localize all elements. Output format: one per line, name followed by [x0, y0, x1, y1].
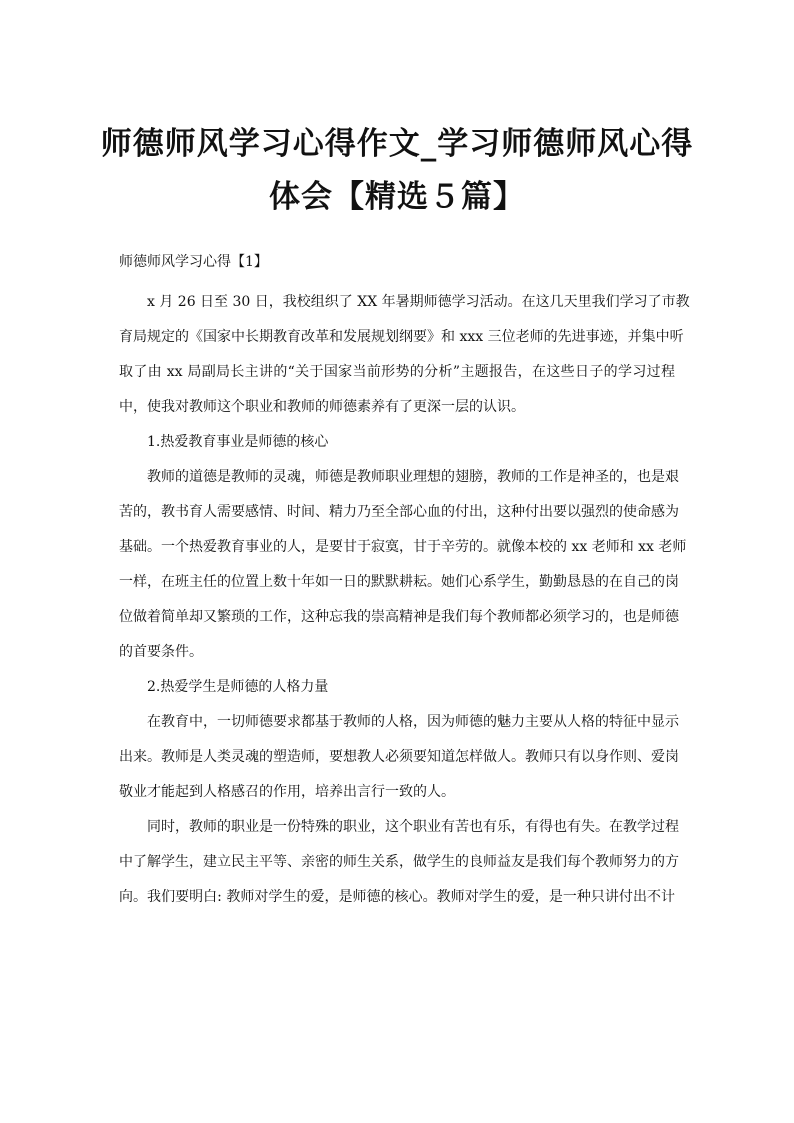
text-line: 位做着简单却又繁琐的工作，这种忘我的崇高精神是我们每个教师都必须学习的，也是师德 — [119, 609, 679, 625]
document-title — [100, 118, 694, 224]
text-line: 的首要条件。 — [119, 644, 203, 660]
text-line: 教师的道德是教师的灵魂，师德是教师职业理想的翅膀，教师的工作是神圣的，也是艰 — [147, 469, 679, 485]
paragraph-3 — [119, 705, 679, 810]
text-line: 中，使我对教师这个职业和教师的师德素养有了更深一层的认识。 — [119, 399, 525, 415]
paragraph-4 — [119, 810, 679, 915]
text-line: 敬业才能起到人格感召的作用，培养出言行一致的人。 — [119, 784, 455, 800]
text-line: 在教育中，一切师德要求都基于教师的人格，因为师德的魅力主要从人格的特征中显示 — [147, 714, 679, 730]
text-line: 中了解学生，建立民主平等、亲密的师生关系，做学生的良师益友是我们每个教师努力的方 — [119, 854, 679, 870]
text-line: 育局规定的《国家中长期教育改革和发展规划纲要》和 xxx 三位老师的先进事迹，并集中听 — [119, 329, 684, 345]
title-line-2: 体会【精选５篇】 — [269, 179, 525, 215]
text-line: 出来。教师是人类灵魂的塑造师，要想教人必须要知道怎样做人。教师只有以身作则、爱岗 — [119, 749, 679, 765]
text-line: 一样，在班主任的位置上数十年如一日的默默耕耘。她们心系学生，勤勤恳恳的在自己的岗 — [119, 574, 679, 590]
paragraph-2 — [119, 460, 687, 670]
text-line: 向。我们要明白: 教师对学生的爱，是师德的核心。教师对学生的爱，是一种只讲付出不计 — [119, 889, 675, 905]
document-body — [119, 285, 690, 915]
text-line: 取了由 xx 局副局长主讲的“关于国家当前形势的分析”主题报告，在这些日子的学习过程 — [119, 364, 675, 380]
subheading-2: 2.热爱学生是师德的人格力量 — [147, 679, 329, 695]
subheading-1: 1.热爱教育事业是师德的核心 — [147, 434, 329, 450]
text-line: 同时，教师的职业是一份特殊的职业，这个职业有苦也有乐，有得也有失。在教学过程 — [147, 819, 679, 835]
text-line: x 月 26 日至 30 日，我校组织了 XX 年暑期师德学习活动。在这几天里我们学习了市教 — [147, 294, 690, 310]
paragraph-intro — [119, 285, 690, 425]
text-line: 苦的，教书育人需要感情、时间、精力乃至全部心血的付出，这种付出要以强烈的使命感为 — [119, 504, 679, 520]
title-line-1: 师德师风学习心得作文_学习师德师风心得 — [100, 126, 694, 162]
text-line: 基础。一个热爱教育事业的人，是要甘于寂寞，甘于辛劳的。就像本校的 xx 老师和 xx 老师 — [119, 539, 687, 555]
section-heading: 师德师风学习心得【1】 — [119, 254, 268, 270]
